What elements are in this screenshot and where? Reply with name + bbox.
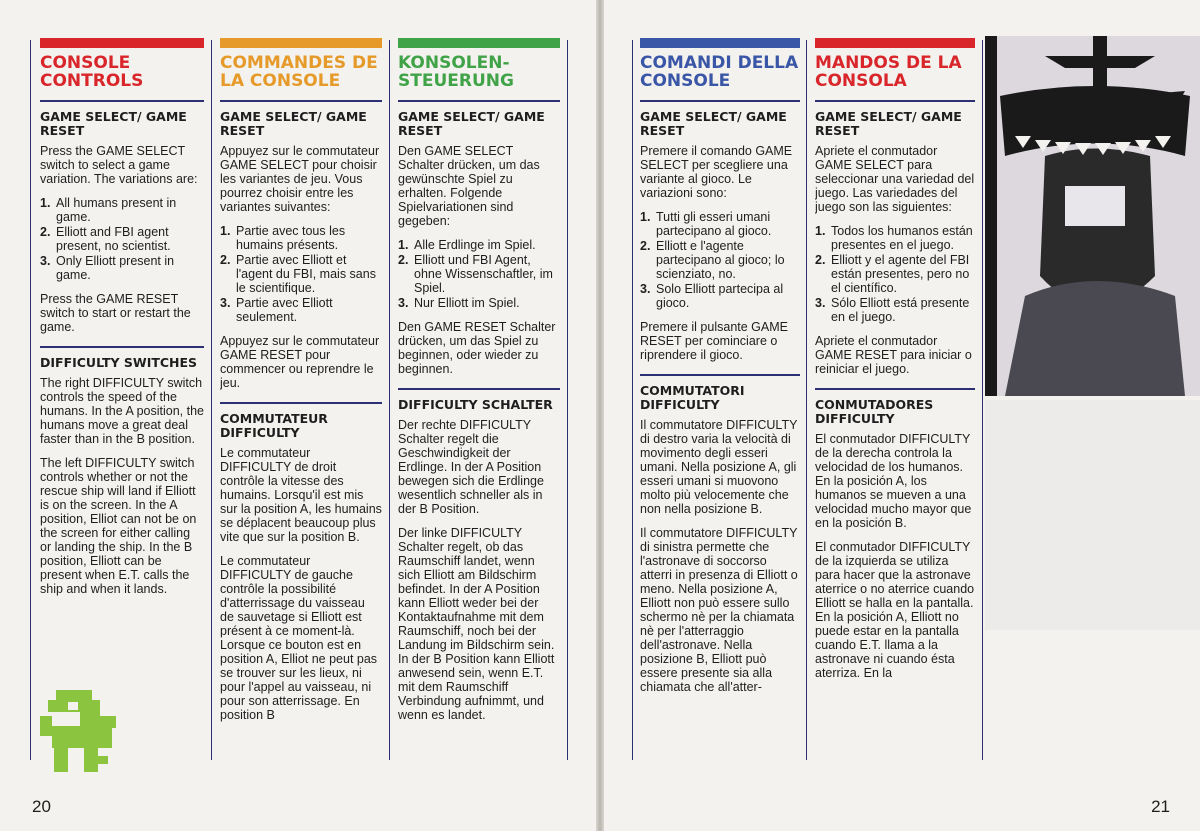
section-game-select bbox=[398, 100, 560, 376]
section-paragraph: Den GAME RESET Schalter drücken, um das Spiel zu beginnen, oder wieder zu beginnen. bbox=[398, 320, 556, 376]
column-divider bbox=[389, 40, 390, 760]
list-item: 2. Elliott and FBI agent present, no scientist. bbox=[40, 225, 171, 253]
spaceship-icon bbox=[985, 36, 1200, 396]
section-paragraph: The right DIFFICULTY switch controls the speed of the humans. In the A position, the humans move a great deal faster than in the B position. bbox=[40, 376, 204, 446]
list-item: 1. All humans present in game. bbox=[40, 196, 177, 224]
section-subhead: DIFFICULTY SCHALTER bbox=[398, 397, 553, 412]
book-gutter bbox=[596, 0, 604, 831]
section-subhead: COMMUTATEUR DIFFICULTY bbox=[220, 411, 328, 440]
list-item-text: Partie avec Elliott et l'agent du FBI, mais sans le scientifique. bbox=[236, 253, 376, 295]
color-bar bbox=[220, 38, 382, 48]
list-item: 1. Partie avec tous les humains présents. bbox=[220, 224, 346, 252]
section-paragraph: Der rechte DIFFICULTY Schalter regelt die Geschwindigkeit der Erdlinge. In der A Position bewegen sich die Erdlinge wesentlich schneller als in der B Position. bbox=[398, 418, 544, 516]
list-item-text: Partie avec Elliott seulement. bbox=[236, 296, 333, 324]
list-item-text: All humans present in game. bbox=[56, 196, 177, 224]
list-item-text: Elliott und FBI Agent, ohne Wissenschaftler, im Spiel. bbox=[414, 253, 553, 295]
section-difficulty bbox=[815, 388, 975, 680]
column-heading: CONSOLE CONTROLS bbox=[40, 53, 144, 91]
column-heading: COMANDI DELLA CONSOLE bbox=[640, 53, 799, 91]
section-game-select bbox=[815, 100, 975, 376]
section-paragraph: El conmutador DIFFICULTY de la izquierda se utiliza para hacer que la astronave aterrice o no aterrice cuando Elliott se halla en la pantalla. En la posición A, Elliott no puede estar en la pantalla cuando E.T. llama a la astronave ni cuando ésta aterriza. En la bbox=[815, 540, 975, 680]
section-paragraph: Apriete el conmutador GAME SELECT para seleccionar una variedad del juego. Las variedades del juego son las siguientes: bbox=[815, 144, 975, 214]
section-game-select bbox=[640, 100, 800, 362]
list-item-text: Solo Elliott partecipa al gioco. bbox=[656, 282, 784, 310]
column-spanish bbox=[815, 38, 975, 768]
column-heading: COMMANDES DE LA CONSOLE bbox=[220, 53, 378, 91]
list-item-text: Alle Erdlinge im Spiel. bbox=[414, 238, 536, 252]
list-item-text: Nur Elliott im Spiel. bbox=[414, 296, 520, 310]
spaceship-illustration bbox=[985, 36, 1200, 396]
list-item: 3. Nur Elliott im Spiel. bbox=[398, 296, 520, 310]
list-item: 1. Tutti gli esseri umani partecipano al gioco. bbox=[640, 210, 772, 238]
faded-illustration bbox=[985, 400, 1200, 630]
column-italian bbox=[640, 38, 800, 768]
section-difficulty bbox=[40, 346, 204, 596]
list-item: 3. Only Elliott present in game. bbox=[40, 254, 175, 282]
list-item-text: Todos los humanos están presentes en el juego. bbox=[831, 224, 973, 252]
variation-list bbox=[220, 224, 382, 324]
list-item: 2. Elliott und FBI Agent, ohne Wissenschaftler, im Spiel. bbox=[398, 253, 553, 295]
list-item-text: Only Elliott present in game. bbox=[56, 254, 175, 282]
section-subhead: COMMUTATORI DIFFICULTY bbox=[640, 383, 745, 412]
section-paragraph: Appuyez sur le commutateur GAME RESET pour commencer ou reprendre le jeu. bbox=[220, 334, 380, 390]
section-paragraph: The left DIFFICULTY switch controls whether or not the rescue ship will land if Elliott is on the screen. In the A position, Elliot can not be on the screen for either calling or landing the ship. In the B position, Elliott can be present when E.T. calls the ship and when it lands. bbox=[40, 456, 197, 596]
section-difficulty bbox=[220, 402, 382, 722]
column-heading: MANDOS DE LA CONSOLA bbox=[815, 53, 962, 91]
list-item: 3. Solo Elliott partecipa al gioco. bbox=[640, 282, 784, 310]
section-subhead: GAME SELECT/ GAME RESET bbox=[640, 109, 787, 138]
section-paragraph: Apriete el conmutador GAME RESET para iniciar o reiniciar el juego. bbox=[815, 334, 972, 376]
list-item-text: Elliott e l'agente partecipano al gioco; lo scienziato, no. bbox=[656, 239, 785, 281]
color-bar bbox=[640, 38, 800, 48]
variation-list bbox=[40, 196, 204, 282]
list-item-text: Elliott and FBI agent present, no scientist. bbox=[56, 225, 171, 253]
variation-list bbox=[815, 224, 975, 324]
section-paragraph: Il commutatore DIFFICULTY di sinistra permette che l'astronave di soccorso atterri in presenza di Elliott o meno. Nella posizione A, Elliott non può essere sullo schermo nè per la chiamata nè per l'atterraggio dell'astronave. Nella posizione B, Elliott può essere presente sia alla chiamata che all'atter- bbox=[640, 526, 798, 694]
section-paragraph: Le commutateur DIFFICULTY de droit contrôle la vitesse des humains. Lorsqu'il est mis sur la position A, les humains se déplacent beaucoup plus vite que sur la position B. bbox=[220, 446, 382, 544]
column-divider bbox=[982, 40, 983, 760]
section-paragraph: Press the GAME RESET switch to start or restart the game. bbox=[40, 292, 191, 334]
et-sprite-icon bbox=[40, 690, 124, 772]
section-paragraph: Press the GAME SELECT switch to select a game variation. The variations are: bbox=[40, 144, 198, 186]
section-game-select bbox=[220, 100, 382, 390]
column-divider bbox=[211, 40, 212, 760]
section-paragraph: Den GAME SELECT Schalter drücken, um das gewünschte Spiel zu erhalten. Folgende Spielvariationen sind gegeben: bbox=[398, 144, 540, 228]
section-subhead: DIFFICULTY SWITCHES bbox=[40, 355, 198, 370]
column-divider bbox=[806, 40, 807, 760]
list-item: 3. Partie avec Elliott seulement. bbox=[220, 296, 333, 324]
section-paragraph: Il commutatore DIFFICULTY di destro varia la velocità di movimento degli esseri umani. Nella posizione A, gli esseri umani si muovono molto più velocemente che non nella posizione B. bbox=[640, 418, 798, 516]
list-item-text: Partie avec tous les humains présents. bbox=[236, 224, 346, 252]
section-difficulty bbox=[398, 388, 560, 722]
list-item: 2. Partie avec Elliott et l'agent du FBI, mais sans le scientifique. bbox=[220, 253, 376, 295]
section-paragraph: Le commutateur DIFFICULTY de gauche contrôle la possibilité d'atterrissage du vaisseau de sauvetage si Elliott est présent à ce moment-là. Lorsque ce bouton est en position A, Elliot ne peut pas se trouver sur les lieux, ni pour l'appel au vaisseau, ni pour son atterrissage. En position B bbox=[220, 554, 378, 722]
page-number-left: 20 bbox=[32, 797, 51, 816]
column-english bbox=[40, 38, 204, 768]
list-item: 1. Alle Erdlinge im Spiel. bbox=[398, 238, 536, 252]
column-heading: KONSOLEN-STEUERUNG bbox=[398, 53, 514, 91]
section-subhead: GAME SELECT/ GAME RESET bbox=[398, 109, 545, 138]
list-item: 2. Elliott e l'agente partecipano al gioco; lo scienziato, no. bbox=[640, 239, 785, 281]
list-item-text: Elliott y el agente del FBI están presentes, pero no el científico. bbox=[831, 253, 970, 295]
page-number-right: 21 bbox=[1151, 797, 1170, 816]
section-paragraph: El conmutador DIFFICULTY de la derecha controla la velocidad de los humanos. En la posición A, los humanos se mueven a una velocidad mucho mayor que en la posición B. bbox=[815, 432, 972, 530]
column-divider bbox=[30, 40, 31, 760]
color-bar bbox=[398, 38, 560, 48]
section-paragraph: Premere il comando GAME SELECT per scegliere una variante al gioco. Le variazioni sono: bbox=[640, 144, 793, 200]
column-german bbox=[398, 38, 560, 768]
section-game-select bbox=[40, 100, 204, 334]
section-difficulty bbox=[640, 374, 800, 694]
column-divider bbox=[567, 40, 568, 760]
column-divider bbox=[632, 40, 633, 760]
list-item-text: Sólo Elliott está presente en el juego. bbox=[831, 296, 970, 324]
section-paragraph: Appuyez sur le commutateur GAME SELECT pour choisir les variantes de jeu. Vous pourrez choisir entre les variantes suivantes: bbox=[220, 144, 380, 214]
list-item: 3. Sólo Elliott está presente en el juego. bbox=[815, 296, 970, 324]
variation-list bbox=[640, 210, 800, 310]
variation-list bbox=[398, 238, 560, 310]
list-item: 1. Todos los humanos están presentes en el juego. bbox=[815, 224, 973, 252]
section-subhead: CONMUTADORES DIFFICULTY bbox=[815, 397, 934, 426]
section-paragraph: Premere il pulsante GAME RESET per cominciare o riprendere il gioco. bbox=[640, 320, 788, 362]
section-paragraph: Der linke DIFFICULTY Schalter regelt, ob das Raumschiff landet, wenn sich Elliott am Bildschirm befindet. In der A Position kann Elliott weder bei der Kontaktaufnahme mit dem Raumschiff, noch bei der Landung im Bildschirm sein. In der B Position kann Elliott anwesend sein, wenn E.T. mit dem Raumschiff Verbindung aufnimmt, und wenn es landet. bbox=[398, 526, 555, 722]
column-french bbox=[220, 38, 382, 768]
list-item-text: Tutti gli esseri umani partecipano al gioco. bbox=[656, 210, 772, 238]
section-subhead: GAME SELECT/ GAME RESET bbox=[220, 109, 367, 138]
section-subhead: GAME SELECT/ GAME RESET bbox=[815, 109, 962, 138]
color-bar bbox=[815, 38, 975, 48]
color-bar bbox=[40, 38, 204, 48]
list-item: 2. Elliott y el agente del FBI están presentes, pero no el científico. bbox=[815, 253, 970, 295]
section-subhead: GAME SELECT/ GAME RESET bbox=[40, 109, 187, 138]
